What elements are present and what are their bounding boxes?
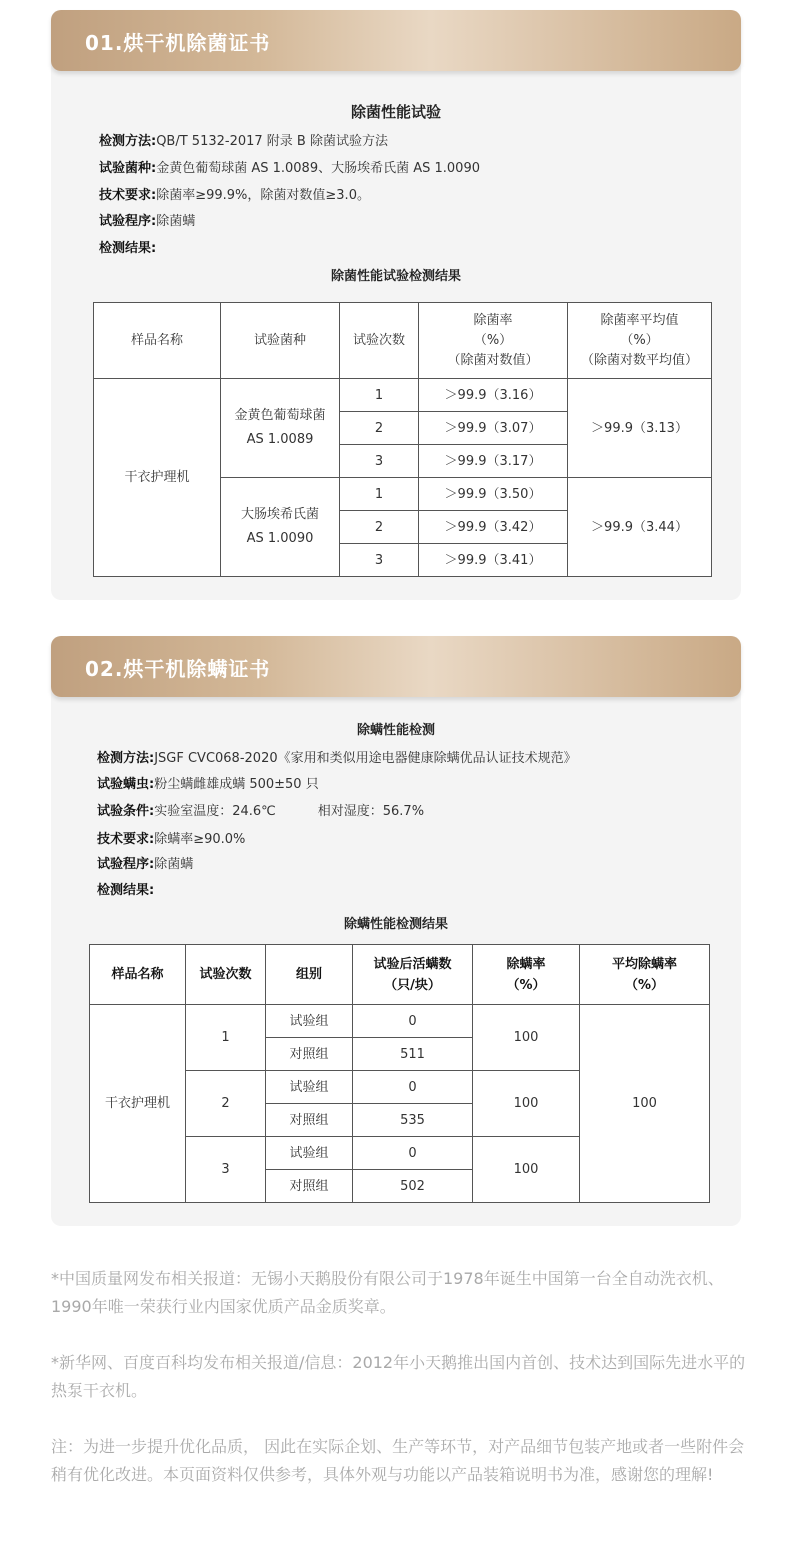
header-strain: 试验菌种 [221, 303, 340, 379]
header-rate: 除菌率 （%） （除菌对数值） [419, 303, 568, 379]
header-sample: 样品名称 [94, 303, 221, 379]
group-cell: 对照组 [266, 1104, 353, 1137]
trial-number-cell: 3 [186, 1137, 266, 1203]
header-live-mites: 试验后活螨数 （只/块） [353, 945, 473, 1005]
count-cell: 0 [353, 1005, 473, 1038]
sterilization-section-title: 除菌性能试验 [350, 103, 441, 121]
trial-number-cell: 1 [186, 1005, 266, 1071]
info-line-method: 检测方法:JSGF CVC068-2020《家用和类似用途电器健康除螨优品认证技术规范》 [97, 751, 577, 766]
info-line-conditions: 试验条件:实验室温度：24.6℃ 相对湿度：56.7% [97, 804, 425, 819]
info-line-requirement: 技术要求:除菌率≥99.9%，除菌对数值≥3.0。 [99, 188, 370, 203]
note-disclaimer: 注：为进一步提升优化品质， 因此在实际企划、生产等环节，对产品细节包装产地或者一些附件会稍有优化改进。本页面资料仅供参考，具体外观与功能以产品装箱说明书为准，感谢您的理解! [51, 1437, 745, 1484]
trial-number-cell: 1 [340, 379, 419, 412]
info-line-procedure: 试验程序:除菌螨 [97, 857, 194, 872]
info-line-result: 检测结果: [97, 883, 155, 898]
header-mite-rate: 除螨率 （%） [473, 945, 580, 1005]
group-cell: 对照组 [266, 1038, 353, 1071]
group-cell: 试验组 [266, 1137, 353, 1170]
group-cell: 对照组 [266, 1170, 353, 1203]
info-line-method: 检测方法:QB/T 5132-2017 附录 B 除菌试验方法 [99, 134, 388, 149]
sterilization-banner-title: 01.烘干机除菌证书 [85, 31, 271, 55]
trial-number-cell: 3 [340, 544, 419, 577]
header-average-rate: 平均除螨率 （%） [580, 945, 710, 1005]
rate-cell: ＞99.9（3.41） [419, 544, 568, 577]
rate-cell: ＞99.9（3.16） [419, 379, 568, 412]
group-cell: 试验组 [266, 1071, 353, 1104]
header-group: 组别 [266, 945, 353, 1005]
sterilization-certificate-card [51, 10, 741, 600]
rate-cell: ＞99.9（3.07） [419, 412, 568, 445]
mite-rate-cell: 100 [473, 1071, 580, 1137]
count-cell: 535 [353, 1104, 473, 1137]
info-line-strain: 试验菌种:金黄色葡萄球菌 AS 1.0089、大肠埃希氏菌 AS 1.0090 [99, 161, 480, 176]
header-average: 除菌率平均值 （%） （除菌对数平均值） [568, 303, 712, 379]
average-rate-cell: 100 [580, 1005, 710, 1203]
mite-section-title: 除螨性能检测 [356, 723, 435, 738]
sterilization-banner [51, 10, 741, 71]
info-line-mite: 试验螨虫:粉尘螨雌雄成螨 500±50 只 [97, 777, 319, 792]
info-line-procedure: 试验程序:除菌螨 [99, 214, 196, 229]
note-heat-pump: *新华网、百度百科均发布相关报道/信息：2012年小天鹅推出国内首创、技术达到国际先进水平的热泵干衣机。 [51, 1353, 746, 1400]
mite-removal-banner-title: 02.烘干机除螨证书 [85, 657, 271, 681]
trial-number-cell: 2 [340, 511, 419, 544]
note-history: *中国质量网发布相关报道：无锡小天鹅股份有限公司于1978年诞生中国第一台全自动洗衣机、1990年唯一荣获行业内国家优质产品金质奖章。 [51, 1269, 724, 1316]
trial-number-cell: 3 [340, 445, 419, 478]
count-cell: 0 [353, 1071, 473, 1104]
table-row [90, 1005, 710, 1038]
table-header-row [94, 303, 712, 379]
trial-number-cell: 2 [186, 1071, 266, 1137]
rate-cell: ＞99.9（3.17） [419, 445, 568, 478]
mite-table-title: 除螨性能检测结果 [343, 917, 448, 932]
rate-cell: ＞99.9（3.50） [419, 478, 568, 511]
sterilization-table-title: 除菌性能试验检测结果 [330, 269, 461, 284]
header-trials: 试验次数 [186, 945, 266, 1005]
count-cell: 502 [353, 1170, 473, 1203]
strain-cell: 金黄色葡萄球菌 AS 1.0089 [221, 379, 340, 478]
sample-name-cell: 干衣护理机 [90, 1005, 186, 1203]
header-sample: 样品名称 [90, 945, 186, 1005]
mite-rate-cell: 100 [473, 1005, 580, 1071]
header-trials: 试验次数 [340, 303, 419, 379]
mite-rate-cell: 100 [473, 1137, 580, 1203]
trial-number-cell: 2 [340, 412, 419, 445]
strain-cell: 大肠埃希氏菌 AS 1.0090 [221, 478, 340, 577]
count-cell: 0 [353, 1137, 473, 1170]
mite-results-table [89, 944, 710, 1203]
sample-name-cell: 干衣护理机 [94, 379, 221, 577]
table-header-row [90, 945, 710, 1005]
count-cell: 511 [353, 1038, 473, 1071]
mite-removal-banner [51, 636, 741, 697]
rate-cell: ＞99.9（3.42） [419, 511, 568, 544]
info-line-result: 检测结果: [99, 241, 157, 256]
average-cell: ＞99.9（3.44） [568, 478, 712, 577]
sterilization-results-table [93, 302, 712, 577]
average-cell: ＞99.9（3.13） [568, 379, 712, 478]
info-line-requirement: 技术要求:除螨率≥90.0% [97, 832, 246, 847]
group-cell: 试验组 [266, 1005, 353, 1038]
mite-removal-certificate-card [51, 636, 741, 1226]
trial-number-cell: 1 [340, 478, 419, 511]
table-row [94, 379, 712, 412]
